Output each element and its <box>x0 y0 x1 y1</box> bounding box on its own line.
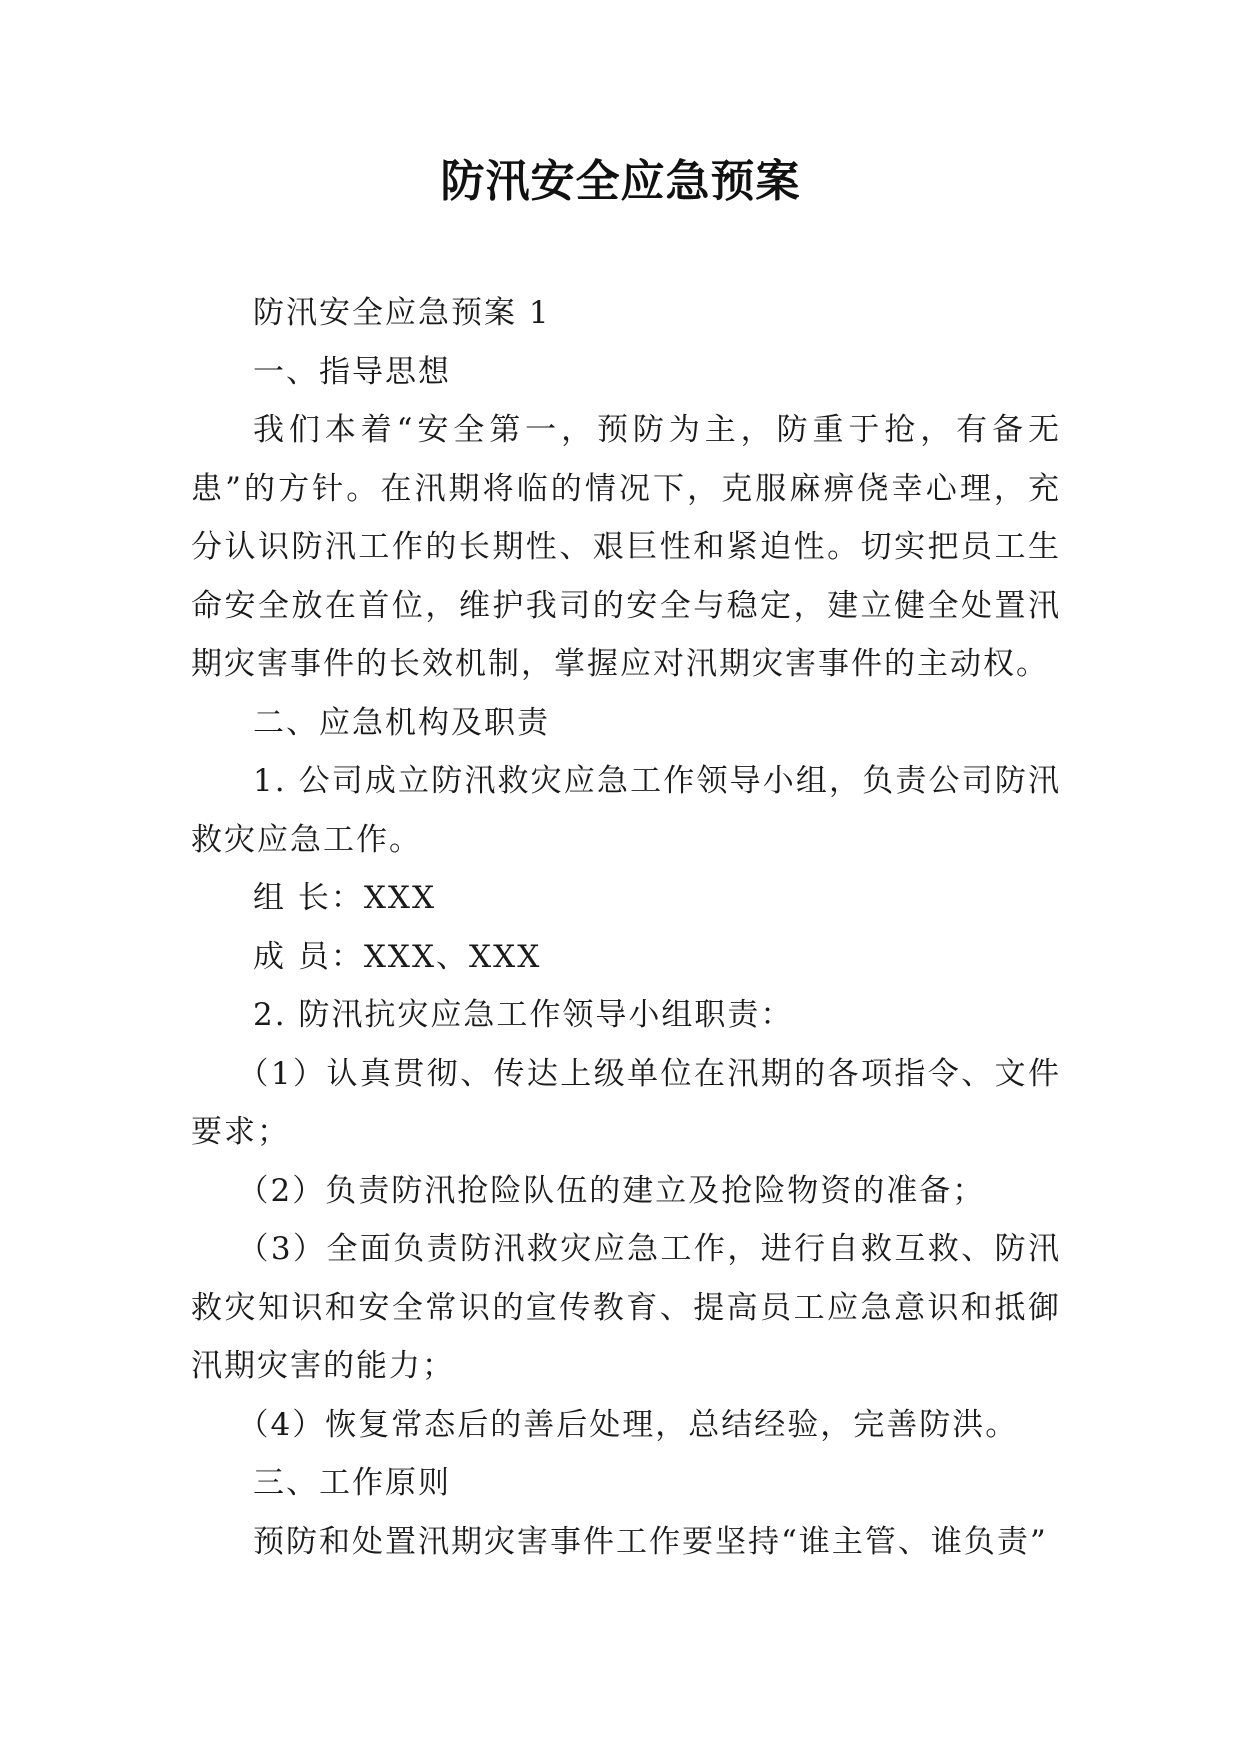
document-body <box>191 284 1061 1571</box>
paragraph-working-principles: 预防和处置汛期灾害事件工作要坚持“谁主管、谁负责” <box>253 1523 1048 1560</box>
paragraph-group-duties-heading: 2. 防汛抗灾应急工作领导小组职责： <box>253 997 794 1033</box>
paragraph-guiding-ideology: 我们本着“安全第一，预防为主，防重于抢，有备无患”的方针。在汛期将临的情况下，克服麻痹侥幸心理，充分认识防汛工作的长期性、艰巨性和紧迫性。切实把员工生命安全放在首位，维护我司的安全与稳定，建立健全处置汛期灾害事件的长效机制，掌握应对汛期灾害事件的主动权。 <box>191 412 1061 682</box>
duty-item-2: （2）负责防汛抢险队伍的建立及抢险物资的准备； <box>237 1172 986 1209</box>
document-title: 防汛安全应急预案 <box>440 156 801 207</box>
section-heading-emergency-organization: 二、应急机构及职责 <box>253 704 550 741</box>
group-leader-line: 组 长：XXX <box>253 880 437 916</box>
section-heading-guiding-ideology: 一、指导思想 <box>253 353 451 390</box>
duty-item-4: （4）恢复常态后的善后处理，总结经验，完善防洪。 <box>237 1406 1019 1443</box>
paragraph-leading-group: 1. 公司成立防汛救灾应急工作领导小组，负责公司防汛救灾应急工作。 <box>191 763 1061 858</box>
section-heading-plan-1: 防汛安全应急预案 1 <box>253 295 551 331</box>
duty-item-3: （3）全面负责防汛救灾应急工作，进行自救互救、防汛救灾知识和安全常识的宣传教育、提高员工应急意识和抵御汛期灾害的能力； <box>191 1231 1061 1384</box>
group-members-line: 成 员：XXX、XXX <box>253 938 542 975</box>
section-heading-working-principles: 三、工作原则 <box>253 1465 451 1501</box>
duty-item-1: （1）认真贯彻、传达上级单位在汛期的各项指令、文件要求； <box>191 1055 1061 1150</box>
